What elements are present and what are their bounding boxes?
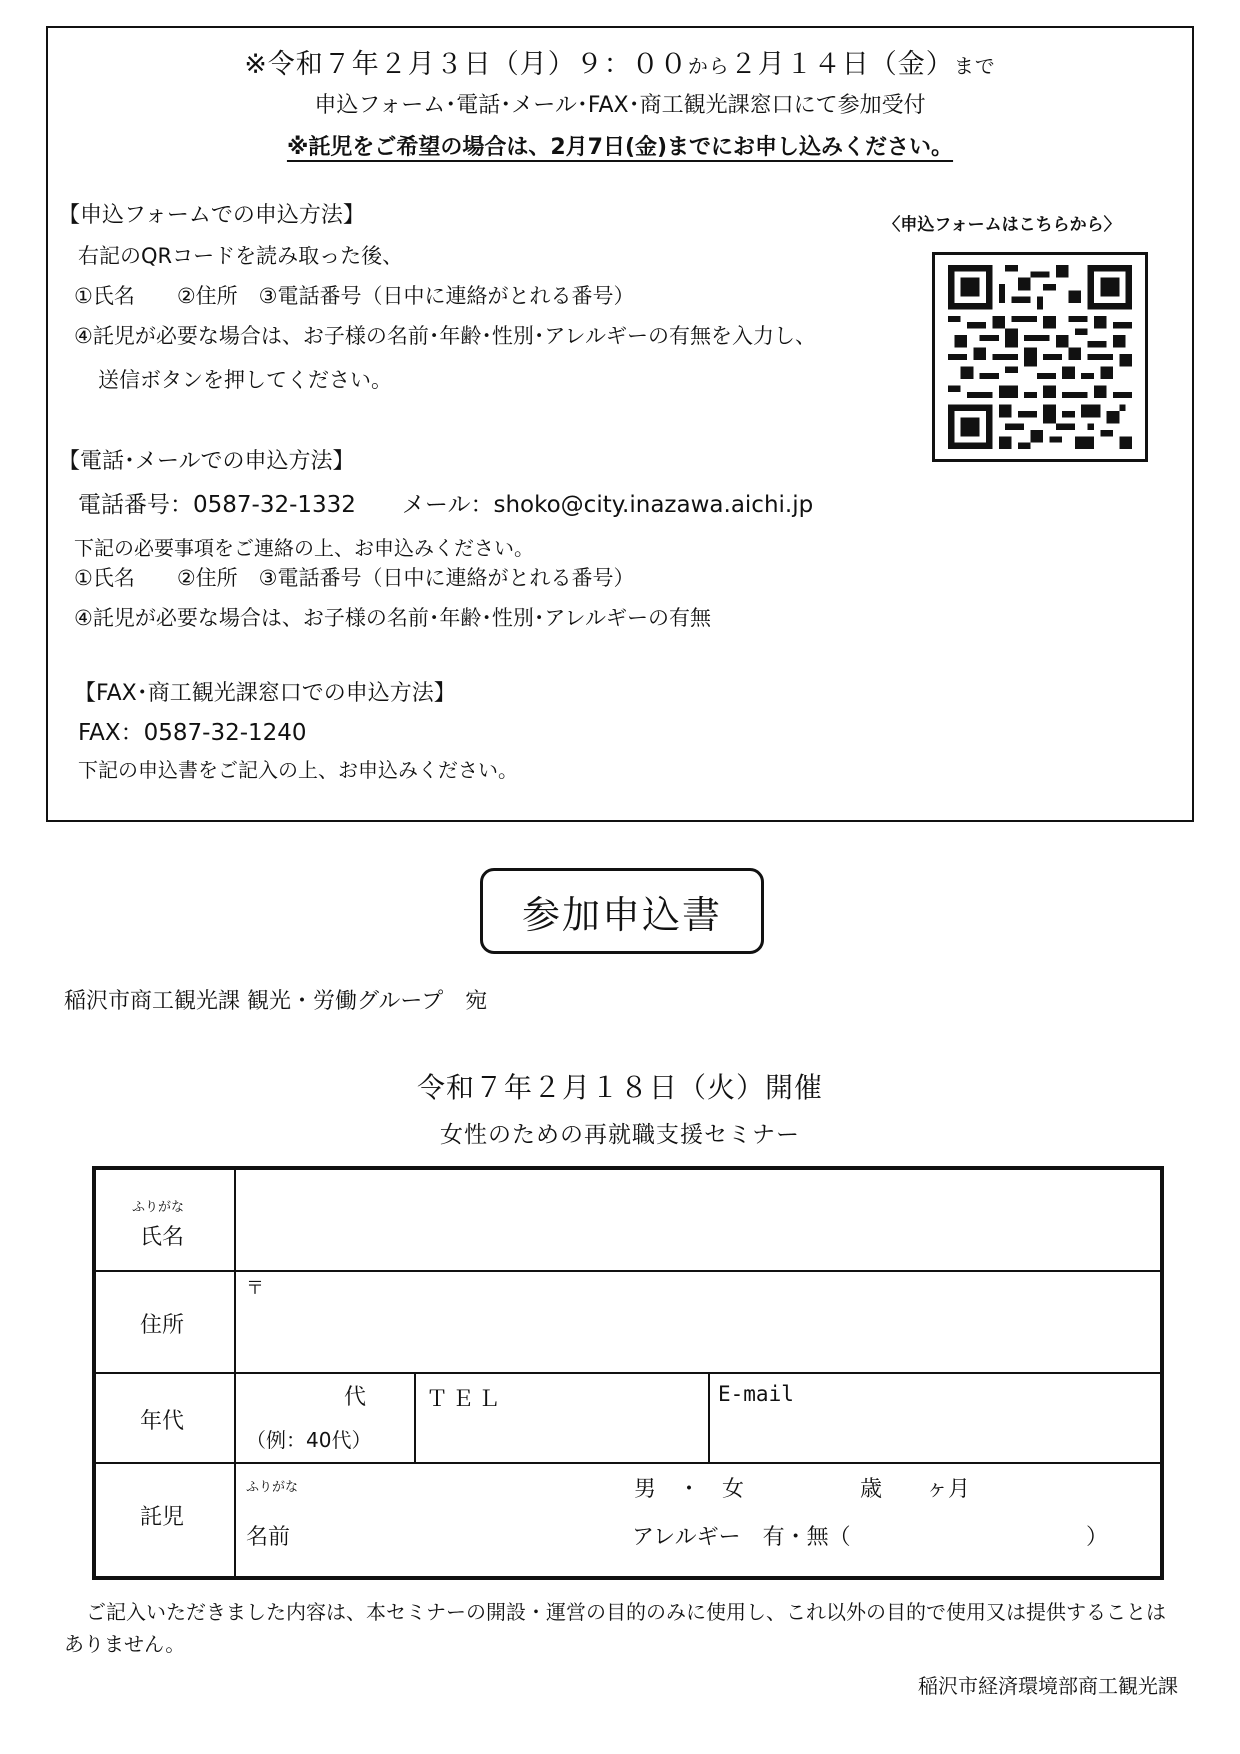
registration-period: ※令和７年２月３日（月）９：００から２月１４日（金）まで: [244, 49, 996, 80]
name-ruby-label: ふりがな: [132, 1200, 185, 1215]
registration-channels: 申込フォーム･電話･メール･FAX･商工観光課窓口にて参加受付: [314, 93, 926, 118]
phone-method-title: 【電話･メールでの申込方法】: [58, 449, 355, 474]
form-method-line: 送信ボタンを押してください。: [98, 368, 392, 392]
child-allergy-close: ）: [1086, 1525, 1109, 1550]
name-field[interactable]: [238, 1172, 1164, 1268]
child-gender[interactable]: 男 ・ 女: [634, 1477, 745, 1502]
child-allergy[interactable]: アレルギー 有・無（: [632, 1525, 851, 1550]
event-name: 女性のための再就職支援セミナー: [440, 1122, 800, 1148]
qr-caption: 〈申込フォームはこちらから〉: [883, 215, 1121, 235]
form-method-line: ①氏名 ②住所 ③電話番号（日中に連絡がとれる番号）: [74, 284, 635, 308]
form-method-line: 右記のQRコードを読み取った後、: [78, 244, 404, 268]
fax-method-title: 【FAX･商工観光課窓口での申込方法】: [74, 681, 456, 706]
tel-label: ＴＥＬ: [426, 1387, 505, 1412]
email-label: E-mail: [718, 1382, 794, 1406]
phone-method-line: 下記の必要事項をご連絡の上、お申込みください。: [74, 536, 534, 560]
privacy-notice: ご記入いただきました内容は、本セミナーの開設・運営の目的のみに使用し、これ以外の目的で使用又は提供することはありません。: [64, 1600, 1166, 1656]
application-form-title: 参加申込書: [480, 868, 764, 954]
qr-code-image: [945, 265, 1135, 449]
phone-method-line: ④託児が必要な場合は、お子様の名前･年齢･性別･アレルギーの有無: [74, 606, 711, 630]
age-unit: 代: [344, 1385, 367, 1410]
tel-field[interactable]: [418, 1374, 706, 1460]
qr-code[interactable]: [932, 252, 1148, 462]
age-label: 年代: [140, 1409, 185, 1434]
postal-mark: 〒: [246, 1278, 264, 1299]
application-table: [92, 1166, 1164, 1580]
address-field[interactable]: [238, 1272, 1164, 1370]
phone-method-line: ①氏名 ②住所 ③電話番号（日中に連絡がとれる番号）: [74, 566, 635, 590]
child-ruby-label: ふりがな: [246, 1480, 299, 1495]
email-field[interactable]: [712, 1374, 1164, 1460]
form-method-line: ④託児が必要な場合は、お子様の名前･年齢･性別･アレルギーの有無を入力し、: [74, 324, 816, 348]
notice-box: [46, 26, 1194, 822]
age-field[interactable]: [238, 1374, 412, 1460]
footer-organization: 稲沢市経済環境部商工観光課: [918, 1674, 1178, 1698]
child-age-fields[interactable]: 歳 ヶ月: [860, 1477, 971, 1502]
childcare-label: 託児: [140, 1505, 185, 1530]
name-label: 氏名: [140, 1225, 185, 1250]
phone-email-contact: 電話番号：0587-32-1332 メール：shoko@city.inazawa.aichi.jp: [78, 492, 814, 518]
fax-method-line: 下記の申込書をご記入の上、お申込みください。: [78, 758, 518, 782]
form-method-title: 【申込フォームでの申込方法】: [58, 203, 365, 228]
childcare-deadline-note: ※託児をご希望の場合は、2月7日(金)までにお申し込みください。: [286, 135, 954, 160]
child-name-label: 名前: [246, 1525, 291, 1550]
event-date: 令和７年２月１８日（火）開催: [416, 1071, 823, 1104]
fax-number: FAX：0587-32-1240: [78, 720, 307, 746]
age-example: （例：40代）: [246, 1428, 372, 1452]
address-label: 住所: [140, 1313, 185, 1338]
addressee: 稲沢市商工観光課 観光・労働グループ 宛: [64, 989, 488, 1014]
